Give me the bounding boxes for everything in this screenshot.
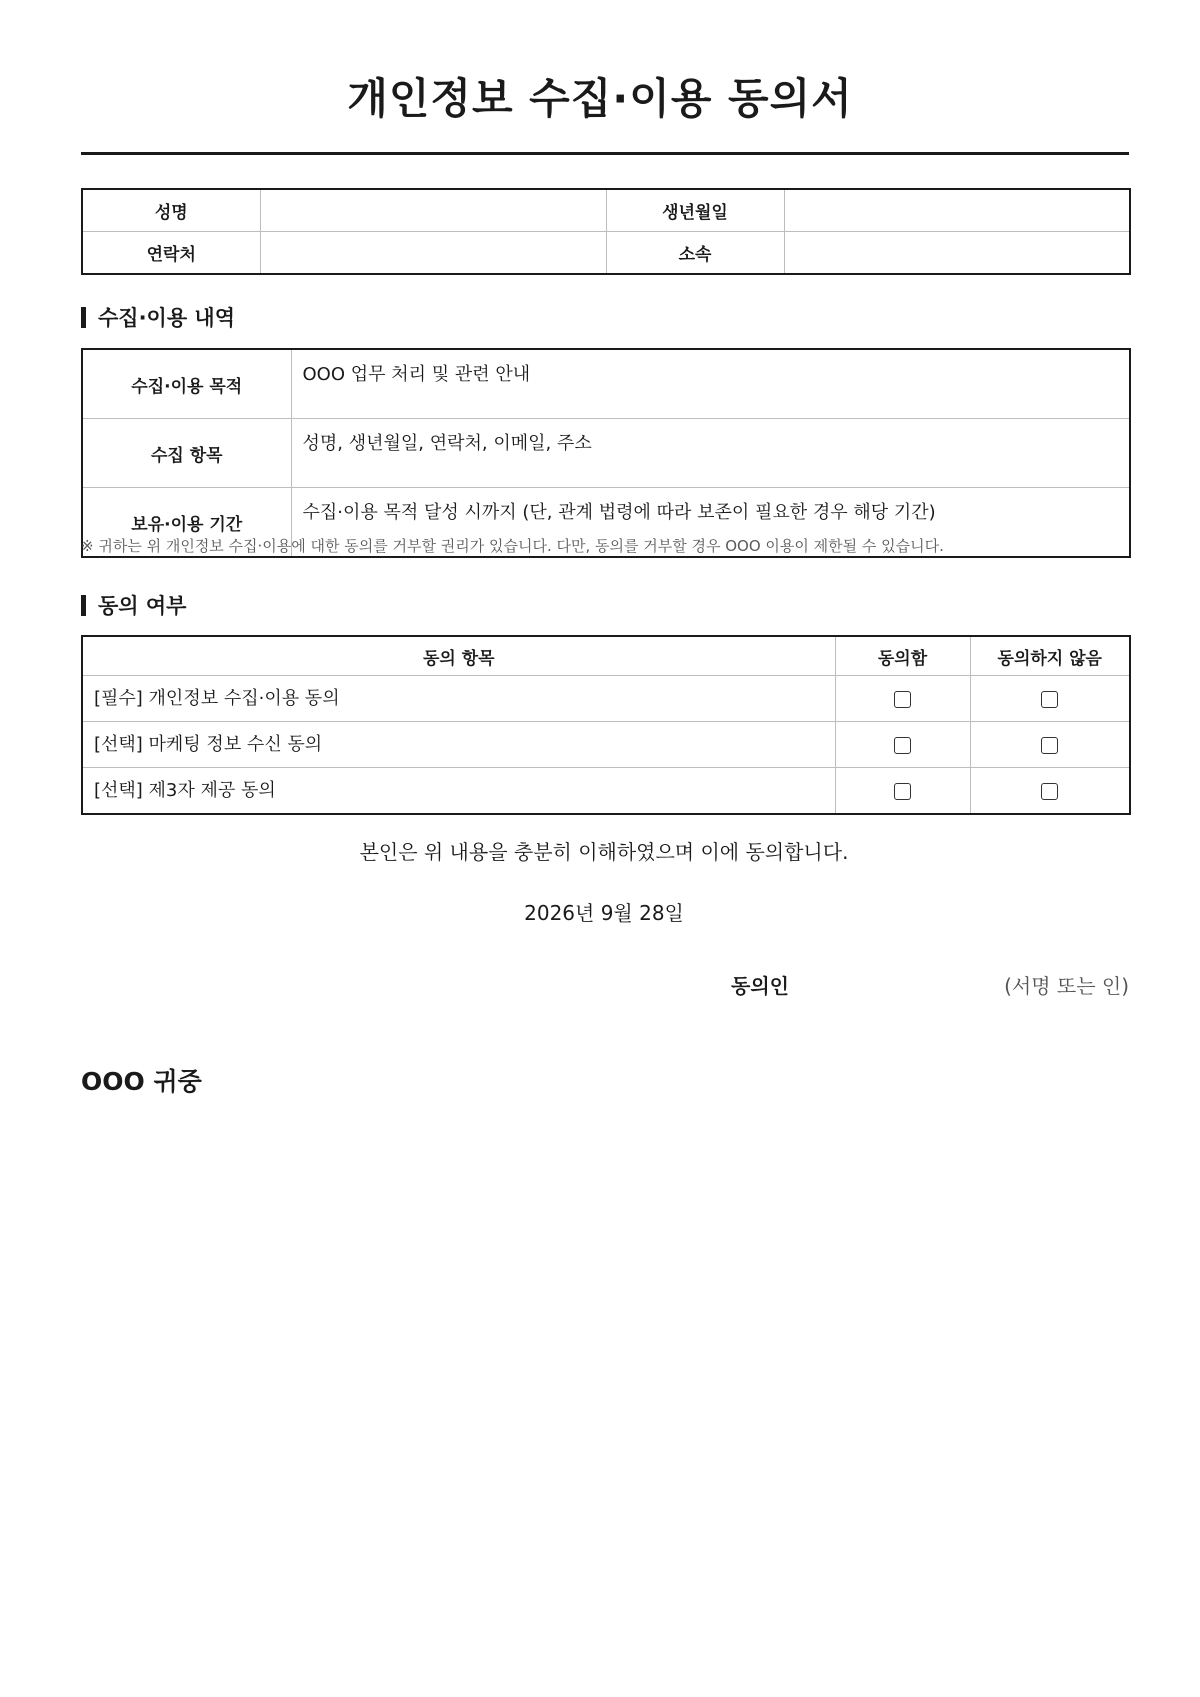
usage-section-heading [81,302,235,332]
purpose-value: OOO 업무 처리 및 관련 안내 [291,349,1130,419]
disagree-checkbox[interactable] [1041,783,1058,800]
recipient-line: OOO 귀중 [81,1067,202,1096]
consent-statement: 본인은 위 내용을 충분히 이해하였으며 이에 동의합니다. [359,840,849,864]
name-label: 성명 [82,189,260,232]
affiliation-label: 소속 [606,232,784,275]
section-marker [81,307,86,328]
disagree-checkbox[interactable] [1041,737,1058,754]
consent-section-title: 동의 여부 [98,594,187,618]
name-field[interactable] [260,189,606,232]
disagree-header: 동의하지 않음 [970,636,1130,676]
table-row [82,232,1130,275]
usage-section-title: 수집·이용 내역 [98,306,236,330]
table-row [82,189,1130,232]
contact-label: 연락처 [82,232,260,275]
table-row [82,419,1130,488]
consent-date: 2026년 9월 28일 [524,901,684,925]
table-row [82,676,1130,722]
refusal-notice: ※ 귀하는 위 개인정보 수집·이용에 대한 동의를 거부할 권리가 있습니다. 다만, 동의를 거부할 경우 OOO 이용이 제한될 수 있습니다. [81,537,944,555]
retention-period-value: 수집·이용 목적 달성 시까지 (단, 관계 법령에 따라 보존이 필요한 경우 해당 기간) [291,488,1130,558]
agree-checkbox[interactable] [894,783,911,800]
purpose-label: 수집·이용 목적 [82,349,291,419]
table-row [82,349,1130,419]
title-divider [81,152,1129,155]
collected-items-value: 성명, 생년월일, 연락처, 이메일, 주소 [291,419,1130,488]
section-marker [81,595,86,616]
birthdate-field[interactable] [784,189,1130,232]
affiliation-field[interactable] [784,232,1130,275]
retention-period-label: 보유·이용 기간 [82,488,291,558]
collected-items-label: 수집 항목 [82,419,291,488]
table-row [82,722,1130,768]
contact-field[interactable] [260,232,606,275]
signature-field[interactable]: (서명 또는 인) [1004,974,1129,998]
consent-item-required: [필수] 개인정보 수집·이용 동의 [82,676,835,722]
consent-item-header: 동의 항목 [82,636,835,676]
table-row [82,768,1130,815]
agree-header: 동의함 [835,636,970,676]
consent-section-heading [81,590,186,620]
usage-details-table [81,348,1131,558]
document-title: 개인정보 수집·이용 동의서 [347,74,853,123]
consent-item-third-party: [선택] 제3자 제공 동의 [82,768,835,815]
consent-table [81,635,1131,815]
table-header-row [82,636,1130,676]
agree-checkbox[interactable] [894,691,911,708]
birthdate-label: 생년월일 [606,189,784,232]
agree-checkbox[interactable] [894,737,911,754]
signer-label: 동의인 [731,974,789,998]
applicant-info-table [81,188,1131,275]
consent-item-marketing: [선택] 마케팅 정보 수신 동의 [82,722,835,768]
disagree-checkbox[interactable] [1041,691,1058,708]
